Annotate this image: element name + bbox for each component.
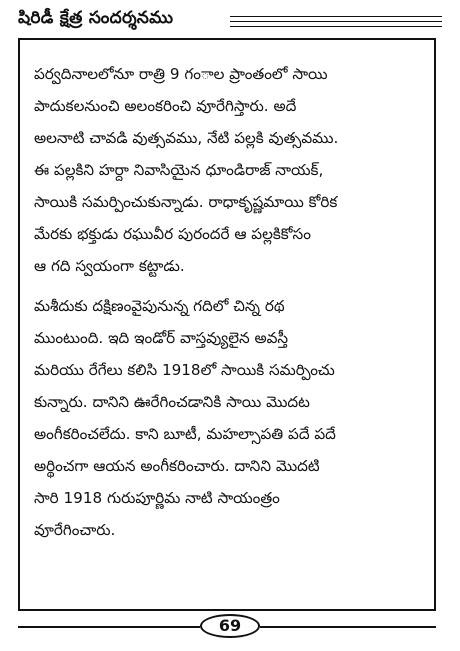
text-line: ముంటుంది. ఇది ఇండోర్ వాస్తవ్యులైన అవస్తీ — [34, 329, 289, 347]
text-line: ఈ పల్లకిని హర్దా నివాసియైన ధూండిరాజ్ నాయక్, — [34, 161, 324, 179]
text-line: సాయికి సమర్పించుకున్నాడు. రాధాకృష్ణమాయి కోరిక — [34, 193, 338, 211]
text-line: పర్వదినాలలోనూ రాత్రి 9 గంాల ప్రాంతంలో సాయి — [34, 65, 328, 83]
page-number: 69 — [200, 614, 260, 638]
text-line: కున్నారు. దానిని ఊరేగించడానికి సాయి మొదట — [34, 393, 310, 411]
text-line: వూరేగించారు. — [34, 521, 116, 539]
header-title: షిరిడీ క్షేత్ర సందర్శనము — [18, 8, 174, 28]
paragraph-1 — [34, 58, 426, 282]
footer-rule — [260, 626, 436, 628]
body-text — [34, 58, 426, 546]
page-frame — [18, 38, 436, 611]
paragraph-2 — [34, 290, 426, 546]
text-line: సారి 1918 గురుపూర్ణిమ నాటి సాయంత్రం — [34, 489, 280, 507]
footer-rule — [18, 626, 200, 628]
text-line: మేరకు భక్తుడు రఘువీర పురందరే ఆ పల్లకికోసం — [34, 225, 311, 243]
header-rule — [230, 26, 442, 27]
text-line: ఆ గది స్వయంగా కట్టాడు. — [34, 257, 185, 275]
paragraph-gap — [34, 282, 426, 290]
header-rule — [230, 21, 442, 22]
text-line: పాదుకలనుంచి అలంకరించి వూరేగిస్తారు. అదే — [34, 97, 297, 115]
page-footer — [0, 614, 460, 640]
text-line: మరియు రేగేలు కలిసి 1918లో సాయికి సమర్పించు — [34, 361, 335, 379]
text-line: అలనాటి చావడి వుత్సవము, నేటి పల్లకి వుత్సవము. — [34, 129, 339, 147]
text-line: మశీదుకు దక్షిణంవైపునున్న గదిలో చిన్న రథ — [34, 297, 285, 315]
running-header — [18, 4, 442, 38]
header-rule — [230, 16, 442, 17]
text-line: అర్థించగా ఆయన అంగీకరించారు. దానిని మొదటి — [34, 457, 320, 475]
text-line: అంగీకరించలేదు. కాని బూటీ, మహల్సాపతి పదే పదే — [34, 425, 336, 443]
